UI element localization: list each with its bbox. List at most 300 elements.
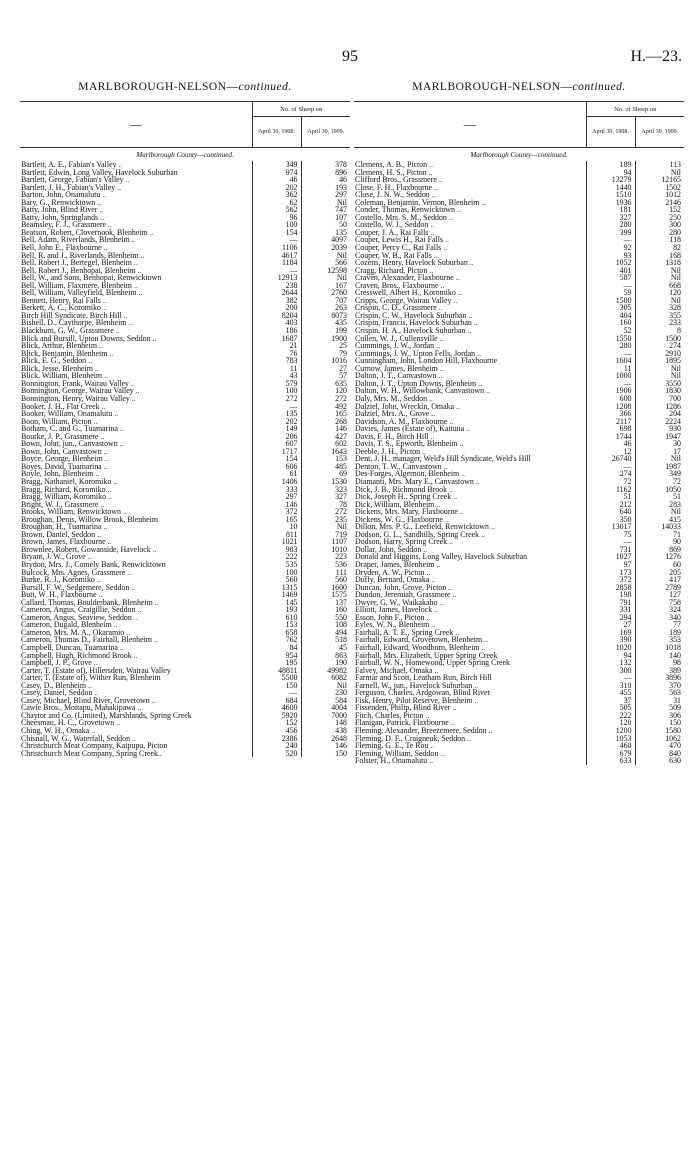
sheep-1909: 2910 <box>635 350 684 358</box>
owner-name: Falvey, Michael, Omaka <box>355 665 433 675</box>
leader-dots: .. <box>459 439 464 449</box>
owner-name: Conder, Thomas, Renwicktown <box>355 205 455 215</box>
owner-name: Booker, William, Onamalutu <box>21 409 113 419</box>
sheep-1908: 520 <box>252 750 301 758</box>
owner-name: Bartlett, George, Fabian's Valley <box>21 175 124 185</box>
leader-dots: .. <box>98 341 103 351</box>
leader-dots: .. <box>104 454 109 464</box>
sheep-1909: 204 <box>635 410 684 418</box>
owner-name: Clemens, A. B., Picton <box>355 160 428 169</box>
owner-name: Eyles, W. N., Blenheim <box>355 620 430 630</box>
sheep-1909: 14033 <box>635 523 684 531</box>
owner-name: Birch Hill Syndicate, Birch Hill <box>21 310 122 320</box>
sheep-1908: 200 <box>252 304 301 312</box>
owner-name: Fairhall, Edward, Grovetown, Blenheim <box>355 635 483 645</box>
leader-dots: .. <box>425 710 430 720</box>
leader-dots: .. <box>457 288 462 298</box>
sheep-1908: — <box>586 674 635 682</box>
leader-dots: .. <box>131 393 136 403</box>
sheep-1909: Nil <box>635 372 684 380</box>
sheep-1909: 78 <box>301 501 350 509</box>
sheep-1909: 3550 <box>635 380 684 388</box>
owner-name: Beatson, Robert, Clovernook, Blenheim <box>21 227 148 237</box>
leader-dots: .. <box>453 492 458 502</box>
sheep-1908: — <box>252 689 301 697</box>
sheep-1909: 7000 <box>301 712 350 720</box>
owner-name: Broughan, Denis, Willow Brook, Blenheim <box>21 514 158 524</box>
sheep-1909: 415 <box>635 516 684 524</box>
leader-dots: .. <box>429 265 434 275</box>
sheep-1909: 427 <box>301 433 350 441</box>
header-sheep-group: No. of Sheep on <box>252 102 350 117</box>
sheep-1909: 160 <box>301 606 350 614</box>
sheep-1908: 297 <box>252 493 301 501</box>
page-number: 95 <box>342 48 358 65</box>
sheep-1908: 149 <box>252 425 301 433</box>
column-title-main: MARLBOROUGH-NELSON— <box>412 81 573 93</box>
sheep-1909: 1018 <box>635 644 684 652</box>
sheep-1908: — <box>586 350 635 358</box>
sheep-1908: 679 <box>586 750 635 758</box>
leader-dots: .. <box>131 235 136 245</box>
leader-dots: .. <box>490 522 495 532</box>
leader-dots: .. <box>119 439 124 449</box>
leader-dots: .. <box>455 627 460 637</box>
sheep-1908: 198 <box>586 591 635 599</box>
sheep-1909: 120 <box>635 289 684 297</box>
leader-dots: .. <box>100 499 105 509</box>
owner-name: Bartlett, Edwin, Long Valley, Havelock Suburban <box>21 167 178 177</box>
leader-dots: .. <box>101 401 106 411</box>
leader-dots: .. <box>100 212 105 222</box>
owner-name: Casey, D., Blenheim <box>21 680 87 690</box>
sheep-1909: 274 <box>635 342 684 350</box>
leader-dots: .. <box>130 378 135 388</box>
leader-dots: .. <box>87 552 92 562</box>
leader-dots: .. <box>439 363 444 373</box>
owner-name: Bursill, F. W., Sedgemere, Seddon <box>21 582 130 592</box>
leader-dots: .. <box>94 688 99 698</box>
leader-dots: .. <box>477 348 482 358</box>
owner-name: Bourke, J. P., Grassmere <box>21 431 99 441</box>
sheep-1909: 1575 <box>301 591 350 599</box>
owner-name: Fairhall, A. T. E., Spring Creek <box>355 627 454 637</box>
sheep-1909: 223 <box>301 553 350 561</box>
sheep-1908: 1500 <box>586 297 635 305</box>
leader-dots: .. <box>468 310 473 320</box>
owner-name: Cawte Bros., Moitapu, Mahakipawa <box>21 703 136 713</box>
sheep-1908: 1021 <box>252 538 301 546</box>
sheep-1908: 1053 <box>586 735 635 743</box>
leader-dots: .. <box>439 597 444 607</box>
leader-dots: .. <box>473 318 478 328</box>
leader-dots: .. <box>431 409 436 419</box>
owner-name: Dollar, John, Seddon <box>355 544 422 554</box>
owner-name: Dundon, Jeremiah, Grassmere <box>355 590 451 600</box>
sheep-1908: 1744 <box>586 433 635 441</box>
owner-name: Fissenden, Philip, Blind River <box>355 703 451 713</box>
sheep-1908: 1315 <box>252 584 301 592</box>
owner-name: Brooks, William, Renwicktown <box>21 507 121 517</box>
sheep-1908: 135 <box>252 410 301 418</box>
owner-name: Brown, Daniel, Seddon <box>21 529 96 539</box>
leader-dots: .. <box>474 680 479 690</box>
sheep-1908: 4617 <box>252 252 301 260</box>
sheep-1909: 566 <box>301 259 350 267</box>
sheep-1908: 606 <box>252 463 301 471</box>
leader-dots: .. <box>431 190 436 200</box>
sheep-1909: 152 <box>635 206 684 214</box>
leader-dots: .. <box>466 424 471 434</box>
sheep-1908: 100 <box>252 387 301 395</box>
leader-dots: .. <box>431 620 436 630</box>
leader-dots: .. <box>449 484 453 494</box>
sheep-table <box>20 101 350 757</box>
sheep-1908: 1162 <box>586 486 635 494</box>
leader-dots: .. <box>123 310 128 320</box>
leader-dots: .. <box>100 431 105 441</box>
sheep-1909: 72 <box>635 478 684 486</box>
sheep-1908: 1510 <box>586 191 635 199</box>
owner-name: Dalton, J. T., Upton Downs, Blenheim <box>355 378 477 388</box>
leader-dots: .. <box>455 273 460 283</box>
leader-dots: .. <box>94 363 99 373</box>
leader-dots: .. <box>430 227 435 237</box>
sheep-1909: 584 <box>301 697 350 705</box>
leader-dots: .. <box>431 575 436 585</box>
sheep-1908: 75 <box>586 531 635 539</box>
sheep-1908: 61 <box>252 470 301 478</box>
sheep-1909: 560 <box>301 576 350 584</box>
sheep-1909: 324 <box>635 606 684 614</box>
owner-name: Dick, Joseph H., Spring Creek <box>355 492 452 502</box>
sheep-1909: 470 <box>635 742 684 750</box>
sheep-1909: 1643 <box>301 448 350 456</box>
leader-dots: .. <box>102 190 107 200</box>
sheep-1909: 165 <box>301 410 350 418</box>
leader-dots: .. <box>137 703 142 713</box>
owner-name: Bonnington, Frank, Wairau Valley <box>21 378 129 388</box>
owner-name: Blackburn, G. W., Grassmere <box>21 326 114 336</box>
sheep-1908: 305 <box>586 304 635 312</box>
sheep-1909: 550 <box>301 614 350 622</box>
sheep-1908: 1052 <box>586 259 635 267</box>
leader-dots: .. <box>88 680 92 690</box>
sheep-1908: 37 <box>586 697 635 705</box>
owner-name: Draper, James, Blenheim <box>355 559 435 569</box>
sheep-1908: 193 <box>252 606 301 614</box>
leader-dots: .. <box>430 741 435 751</box>
owner-name: Dalton, W. H., Willowbank, Canvastown <box>355 386 485 396</box>
owner-name: Bonnington, Henry, Wairau Valley <box>21 393 130 403</box>
sheep-1909: 193 <box>301 184 350 192</box>
sheep-1909: 869 <box>635 546 684 554</box>
owner-name: Cunningham, John, London Hill, Flaxbourne <box>355 356 498 366</box>
owner-name: Cresswell, Albert H., Koromiko <box>355 288 456 298</box>
sheep-1908: 310 <box>586 682 635 690</box>
leader-dots: .. <box>103 522 108 532</box>
sheep-1908: 11 <box>252 365 301 373</box>
leader-dots: .. <box>103 461 108 471</box>
owner-name: Close, J. N. W., Seddon <box>355 190 430 200</box>
sheep-1909: 353 <box>635 636 684 644</box>
sheep-1909: 635 <box>301 380 350 388</box>
owner-name: Des-Forges, Algernon, Blenheim <box>355 469 460 479</box>
sheep-1908: 186 <box>252 327 301 335</box>
sheep-1908: 94 <box>586 652 635 660</box>
sheep-1909: Nil <box>301 199 350 207</box>
sheep-1909: 12165 <box>635 176 684 184</box>
sheep-1908: 1687 <box>252 335 301 343</box>
sheep-1908: — <box>586 282 635 290</box>
sheep-1909: 8 <box>635 327 684 335</box>
owner-name: Butt, W. H., Flaxbourne <box>21 590 97 600</box>
owner-name: Duncan, John, Grove, Picton <box>355 582 447 592</box>
owner-name: Bown, John, Canvastown <box>21 446 102 456</box>
sheep-1908: 579 <box>252 380 301 388</box>
sheep-1908: 1440 <box>586 184 635 192</box>
sheep-1909: 111 <box>301 569 350 577</box>
sheep-1909: 668 <box>635 282 684 290</box>
sheep-1908: 92 <box>586 244 635 252</box>
owner-name: Cameron, Thomas D., Fairhall, Blenheim <box>21 635 152 645</box>
owner-name: Cripps, George, Wairau Valley <box>355 295 452 305</box>
leader-dots: .. <box>119 643 124 652</box>
leader-dots: .. <box>113 620 118 630</box>
owner-name: Bonnington, George, Wairau Valley <box>21 386 134 396</box>
table-row <box>354 757 684 765</box>
sheep-1909: 137 <box>301 599 350 607</box>
sheep-1909: 300 <box>635 221 684 229</box>
owner-name: Callard, Thomas, Boulderbank, Blenheim <box>21 597 153 607</box>
sheep-1909: 1016 <box>301 357 350 365</box>
sheep-1909: 1010 <box>301 546 350 554</box>
sheep-1909: 140 <box>635 652 684 660</box>
column-title-cont: continued. <box>238 81 292 93</box>
leader-dots: .. <box>429 756 434 766</box>
sheep-1908: 238 <box>252 282 301 290</box>
sheep-1908: 294 <box>586 614 635 622</box>
owner-name: Bishell, D., Caythorpe, Blenheim <box>21 318 127 328</box>
sheep-1909: 1107 <box>301 538 350 546</box>
owner-name: Farmar and Scott, Leatham Run, Birch Hill <box>355 673 492 683</box>
leader-dots: .. <box>140 250 145 260</box>
leader-dots: .. <box>133 612 138 622</box>
sheep-1908: 399 <box>586 229 635 237</box>
leader-dots: .. <box>102 303 107 313</box>
owner-name: Fitch, Charles, Picton <box>355 710 424 720</box>
sheep-1908: 640 <box>586 508 635 516</box>
leader-dots: .. <box>116 718 121 728</box>
sheep-1909: 148 <box>301 719 350 727</box>
sheep-1908: 153 <box>252 621 301 629</box>
sheep-1909: 719 <box>301 531 350 539</box>
sheep-1909: 435 <box>301 319 350 327</box>
sheep-1909: 235 <box>301 516 350 524</box>
sheep-1909: 146 <box>301 742 350 750</box>
owner-name: Boon, William, Picton <box>21 416 92 426</box>
owner-name: Campbell, J. P., Grove <box>21 658 92 668</box>
sheep-1908: 1717 <box>252 448 301 456</box>
sheep-1909: 509 <box>635 704 684 712</box>
sheep-1908: 8204 <box>252 312 301 320</box>
leader-dots: .. <box>436 341 441 351</box>
sheep-1909: 349 <box>635 470 684 478</box>
sheep-1909: Nil <box>301 523 350 531</box>
leader-dots: .. <box>481 643 486 652</box>
sheep-1908: 404 <box>586 312 635 320</box>
sheep-1909: Nil <box>635 297 684 305</box>
sheep-1908: 1550 <box>586 335 635 343</box>
sheep-1909: 69 <box>301 470 350 478</box>
sheep-1909: 233 <box>635 319 684 327</box>
sheep-1908: 350 <box>586 516 635 524</box>
sheep-1909: 230 <box>301 689 350 697</box>
sheep-1908: 1200 <box>586 727 635 735</box>
sheep-1908: 181 <box>586 206 635 214</box>
leader-dots: .. <box>436 559 441 569</box>
sheep-1909: Nil <box>301 274 350 282</box>
leader-dots: .. <box>430 220 435 230</box>
leader-dots: .. <box>484 635 489 645</box>
leader-dots: .. <box>459 507 464 517</box>
sheep-1908: 280 <box>586 342 635 350</box>
owner-name: Botham, C. and G., Tuamarina <box>21 424 118 434</box>
sheep-1909: 518 <box>301 636 350 644</box>
owner-name: Cullen, W. J., Cullensville <box>355 333 438 343</box>
sheep-1909: 492 <box>301 403 350 411</box>
owner-name: Elliott, James, Havelock <box>355 605 433 615</box>
leader-dots: .. <box>107 537 112 547</box>
sheep-1908: — <box>586 380 635 388</box>
sheep-1909: 1062 <box>635 735 684 743</box>
sheep-1908: 684 <box>252 697 301 705</box>
sheep-1909: 272 <box>301 395 350 403</box>
owner-name: Crispin, H. A., Havelock Suburban <box>355 326 466 336</box>
sheep-1908: 120 <box>586 719 635 727</box>
leader-dots: .. <box>103 446 108 456</box>
owner-name: Dalton, J. T., Canvastown <box>355 371 437 381</box>
sheep-1908: 327 <box>586 214 635 222</box>
owner-name: Cozens, Henry, Havelock Suburban <box>355 258 468 268</box>
header-1908: April 30, 1908. <box>586 117 635 148</box>
owner-name: Boyle, John, Blenheim <box>21 469 94 479</box>
leader-dots: .. <box>131 582 136 592</box>
sheep-1908: — <box>252 267 301 275</box>
sheep-1908: 46 <box>586 440 635 448</box>
sheep-1908: 12 <box>586 448 635 456</box>
owner-name: Davis, F. H., Birch Hill <box>355 431 429 441</box>
sheep-1908: 1000 <box>586 372 635 380</box>
sheep-1909: Nil <box>301 682 350 690</box>
owner-name: Costello, W. J., Seddon <box>355 220 429 230</box>
sheep-1908: 562 <box>252 206 301 214</box>
sheep-1909: 758 <box>635 599 684 607</box>
header-sheep-group: No. of Sheep on <box>586 102 684 117</box>
sheep-1909: Nil <box>635 365 684 373</box>
leader-dots: .. <box>478 378 483 388</box>
owner-name: Fleming, Alexander, Breezemere, Seddon <box>355 726 487 736</box>
sheep-1909: 1050 <box>635 486 684 494</box>
owner-name: Close, F. H., Flaxbourne <box>355 182 433 192</box>
sheep-1909: 27 <box>301 365 350 373</box>
header-blank: — <box>354 102 586 148</box>
sheep-1909: 327 <box>301 493 350 501</box>
sheep-1909: 268 <box>301 418 350 426</box>
sheep-1908: 1027 <box>586 553 635 561</box>
sheep-1909: 297 <box>301 191 350 199</box>
sheep-1909: 1830 <box>635 387 684 395</box>
leader-dots: .. <box>450 718 455 728</box>
sheep-1908: 96 <box>252 214 301 222</box>
sheep-1908: 52 <box>586 327 635 335</box>
leader-dots: .. <box>118 160 123 169</box>
leader-dots: .. <box>452 590 457 600</box>
header-1909: April 30, 1909. <box>635 117 684 148</box>
leader-dots: .. <box>117 182 122 192</box>
owner-name: Chisnall, W. G., Waterfall, Seddon <box>21 733 131 743</box>
sheep-1908: 274 <box>586 470 635 478</box>
sheep-1909: 328 <box>635 304 684 312</box>
sheep-1908: 5500 <box>252 674 301 682</box>
sheep-1908: 280 <box>586 221 635 229</box>
sheep-1909: 250 <box>635 214 684 222</box>
leader-dots: .. <box>132 733 136 743</box>
leader-dots: .. <box>154 597 159 607</box>
leader-dots: .. <box>151 695 156 705</box>
owner-name: Blick, Jesse, Blenheim <box>21 363 93 373</box>
owner-name: Davis, T. S., Epworth, Blenheim <box>355 439 458 449</box>
sheep-1909: 283 <box>635 501 684 509</box>
sheep-1908: 154 <box>252 455 301 463</box>
sheep-1908: 59 <box>586 289 635 297</box>
sheep-1908: 762 <box>252 636 301 644</box>
owner-name: Dodson, Harry, Spring Creek <box>355 537 448 547</box>
owner-name: Berkett, A. C., Koromiko <box>21 303 101 313</box>
sheep-1908: 366 <box>586 410 635 418</box>
sheep-1908: 2644 <box>252 289 301 297</box>
sheep-1909: 167 <box>301 282 350 290</box>
leader-dots: .. <box>107 484 112 494</box>
owner-name: Cameron, Angus, Seaview, Seddon <box>21 612 132 622</box>
leader-dots: .. <box>119 424 124 434</box>
owner-name: Beamsley, F. J., Grassmere <box>21 220 106 230</box>
sheep-1908: — <box>586 538 635 546</box>
owner-name: Fairhall, Mrs. Elizabeth, Upper Spring Creek <box>355 650 498 660</box>
leader-dots: .. <box>93 658 98 668</box>
owner-name: Boyes, David, Tuamarina <box>21 461 102 471</box>
sheep-1908: 587 <box>586 274 635 282</box>
sheep-1909: 323 <box>301 486 350 494</box>
sheep-1908: — <box>586 463 635 471</box>
owner-name: Dick, J. B., Richmond Brook <box>355 484 448 494</box>
sheep-1909: 1318 <box>635 259 684 267</box>
leader-dots: .. <box>135 386 140 396</box>
sheep-1908: 165 <box>252 516 301 524</box>
sheep-1909: 389 <box>635 667 684 675</box>
sheep-1909: Nil <box>301 252 350 260</box>
owner-name: Bell, Robert J., Benhopai, Blenheim <box>21 265 136 275</box>
sheep-1909: 840 <box>635 750 684 758</box>
leader-dots: .. <box>97 529 102 539</box>
sheep-1908: 173 <box>586 569 635 577</box>
owner-name: Dickens, Mrs. Mary, Flaxbourne <box>355 507 458 517</box>
sheep-1908: 633 <box>586 757 635 765</box>
sheep-1908: 560 <box>252 576 301 584</box>
sheep-1908: 169 <box>586 629 635 637</box>
owner-name: Flanigan, Patrick, Flaxbourne <box>355 718 449 728</box>
sheep-1908: 12913 <box>252 274 301 282</box>
